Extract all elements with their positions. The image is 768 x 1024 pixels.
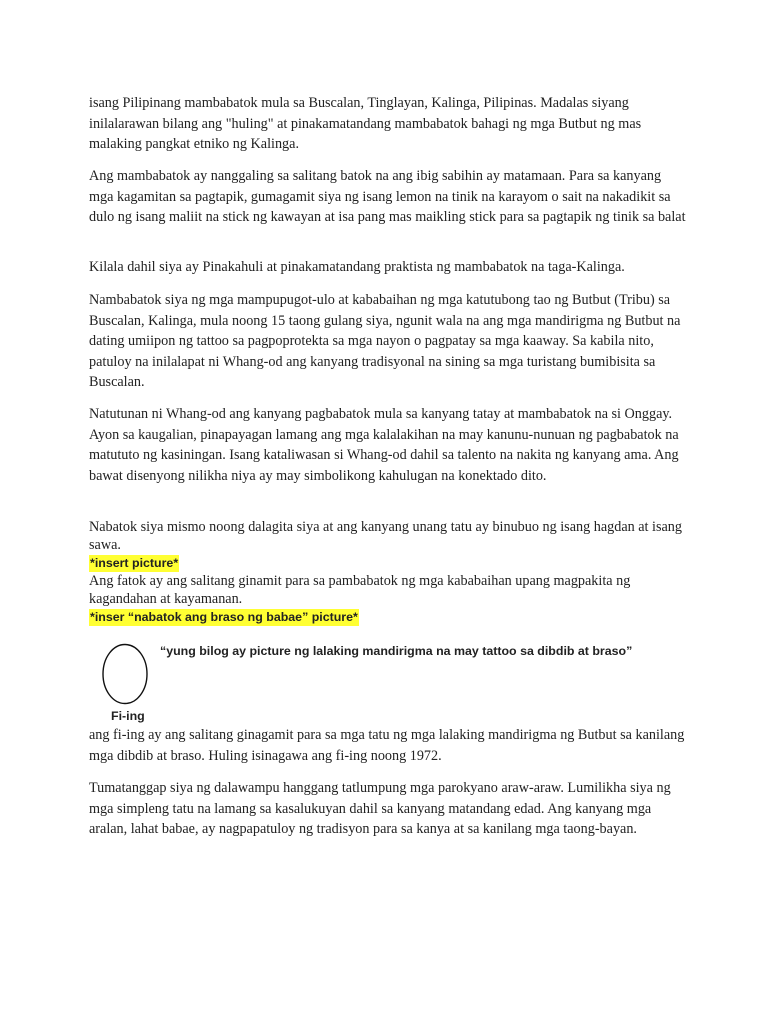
paragraph-natutunan: Natutunan ni Whang-od ang kanyang pagbabatok mula sa kanyang tatay at mambabatok na si Onggay. Ayon sa kaugalian, pinapayagan lamang ang mga kalalakihan na may kanunu-nunuan ng pagbabatok na matututo ng kasiningan. Isang kataliwasan si Whang-od dahil sa talento na nakita ng kanyang ama. Ang bawat disenyong nilikha niya ay may simbolikong kahulugan na konektado dito. [89, 406, 679, 484]
highlight-inser-nabatok: *inser “nabatok ang braso ng babae” picture* [90, 610, 358, 624]
paragraph-nambabatok: Nambabatok siya ng mga mampupugot-ulo at kababaihan ng mga katutubong tao ng Butbut (Tribu) sa Buscalan, Kalinga, mula noong 15 taong gulang siya, ngunit wala na ang mga mandirigma ng Butbut na dating umiipon ng tattoo sa pagpoprotekta sa mga nayon o pagpatay sa mga kaaway. Sa kabila nito, patuloy na inilalapat ni Whang-od ang kanyang tradisyonal na sining sa mga turistang bumibisita sa Buscalan. [89, 292, 681, 390]
circle-caption: “yung bilog ay picture ng lalaking mandirigma na may tattoo sa dibdib at braso” [160, 644, 633, 658]
block-nabatok [89, 518, 689, 626]
oval-shape [98, 640, 154, 710]
paragraph-mambabatok-definition: Ang mambabatok ay nanggaling sa salitang batok na ang ibig sabihin ay matamaan. Para sa kanyang mga kagamitan sa pagtapik, gumagamit siya ng isang lemon na tinik na karayom o sait na nakadikit sa dulo ng isang maliit na stick ng kawayan at isa pang mas maikling stick para sa pagtapik ng tinik sa balat [89, 168, 686, 225]
insert-picture-note-2 [89, 608, 689, 626]
picture-placeholder-circle [98, 640, 154, 710]
insert-picture-note [89, 554, 689, 572]
fi-ing-label: Fi-ing [111, 709, 145, 723]
paragraph-fi-ing: ang fi-ing ay ang salitang ginagamit para sa mga tatu ng mga lalaking mandirigma ng Butbut sa kanilang mga dibdib at braso. Huling isinagawa ang fi-ing noong 1972. [89, 727, 685, 764]
paragraph-nabatok: Nabatok siya mismo noong dalagita siya at ang kanyang unang tatu ay binubuo ng isang hagdan at isang sawa. [89, 519, 682, 553]
paragraph-intro: isang Pilipinang mambabatok mula sa Buscalan, Tinglayan, Kalinga, Pilipinas. Madalas siyang inilalarawan bilang ang "huling" at pinakamatandang mambabatok bahagi ng mga Butbut ng mas malaking pangkat etniko ng Kalinga. [89, 95, 642, 152]
paragraph-tumatanggap: Tumatanggap siya ng dalawampu hanggang tatlumpung mga parokyano araw-araw. Lumilikha siya ng mga simpleng tatu na lamang sa kasalukuyan dahil sa kanyang matandang edad. Ang kanyang mga aralan, lahat babae, ay nagpapatuloy ng tradisyon para sa kanya at sa kanilang mga taong-bayan. [89, 780, 671, 837]
paragraph-kilala: Kilala dahil siya ay Pinakahuli at pinakamatandang praktista ng mambabatok na taga-Kalinga. [89, 259, 625, 275]
paragraph-fatok: Ang fatok ay ang salitang ginamit para sa pambabatok ng mga kababaihan upang magpakita ng kagandahan at kayamanan. [89, 573, 631, 607]
highlight-insert-picture: *insert picture* [90, 556, 179, 570]
